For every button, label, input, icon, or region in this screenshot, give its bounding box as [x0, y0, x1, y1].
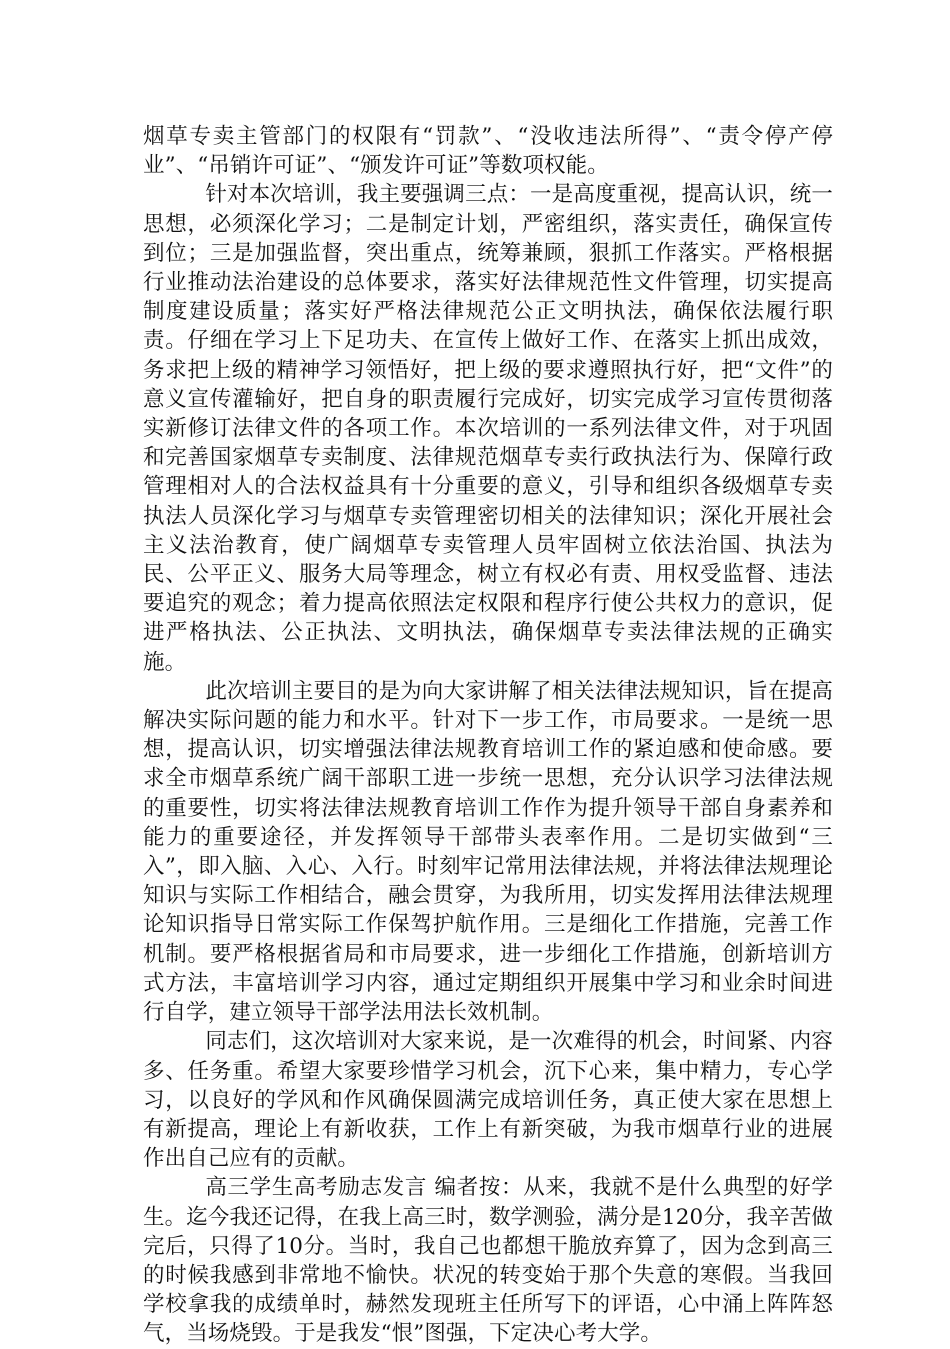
document-body	[143, 122, 833, 1349]
paragraph-5: 高三学生高考励志发言 编者按：从来，我就不是什么典型的好学生。迄今我还记得，在我上高三时，数学测验，满分是120分，我辛苦做完后，只得了10分。当时，我自己也都想干脆放弃算了，因为念到高三的时候我感到非常地不愉快。状况的转变始于那个失意的寒假。当我回学校拿我的成绩单时，赫然发现班主任所写下的评语，心中涌上阵阵怒气，当场烧毁。于是我发“恨”图强，下定决心考大学。	[143, 1175, 833, 1347]
paragraph-1: 烟草专卖主管部门的权限有“罚款”、“没收违法所得”、“责令停产停业”、“吊销许可证”、“颁发许可证”等数项权能。	[143, 124, 833, 179]
paragraph-2: 针对本次培训，我主要强调三点：一是高度重视，提高认识，统一思想，必须深化学习；二是制定计划，严密组织，落实责任，确保宣传到位；三是加强监督，突出重点，统筹兼顾，狠抓工作落实。严格根据行业推动法治建设的总体要求，落实好法律规范性文件管理，切实提高制度建设质量；落实好严格法律规范公正文明执法，确保依法履行职责。仔细在学习上下足功夫、在宣传上做好工作、在落实上抓出成效，务求把上级的精神学习领悟好，把上级的要求遵照执行好，把“文件”的意义宣传灌输好，把自身的职责履行完成好，切实完成学习宣传贯彻落实新修订法律文件的各项工作。本次培训的一系列法律文件，对于巩固和完善国家烟草专卖制度、法律规范烟草专卖行政执法行为、保障行政管理相对人的合法权益具有十分重要的意义，引导和组织各级烟草专卖执法人员深化学习与烟草专卖管理密切相关的法律知识；深化开展社会主义法治教育，使广阔烟草专卖管理人员牢固树立依法治国、执法为民、公平正义、服务大局等理念，树立有权必有责、用权受监督、违法要追究的观念；着力提高依照法定权限和程序行使公共权力的意识，促进严格执法、公正执法、文明执法，确保烟草专卖法律法规的正确实施。	[143, 182, 833, 675]
paragraph-3: 此次培训主要目的是为向大家讲解了相关法律法规知识，旨在提高解决实际问题的能力和水平。针对下一步工作，市局要求。一是统一思想，提高认识，切实增强法律法规教育培训工作的紧迫感和使命感。要求全市烟草系统广阔干部职工进一步统一思想，充分认识学习法律法规的重要性，切实将法律法规教育培训工作作为提升领导干部自身素养和能力的重要途径，并发挥领导干部带头表率作用。二是切实做到“三入”，即入脑、入心、入行。时刻牢记常用法律法规，并将法律法规理论知识与实际工作相结合，融会贯穿，为我所用，切实发挥用法律法规理论知识指导日常实际工作保驾护航作用。三是细化工作措施，完善工作机制。要严格根据省局和市局要求，进一步细化工作措施，创新培训方式方法，丰富培训学习内容，通过定期组织开展集中学习和业余时间进行自学，建立领导干部学法用法长效机制。	[143, 678, 833, 1026]
paragraph-4: 同志们，这次培训对大家来说，是一次难得的机会，时间紧、内容多、任务重。希望大家要珍惜学习机会，沉下心来，集中精力，专心学习，以良好的学风和作风确保圆满完成培训任务，真正使大家在思想上有新提高，理论上有新收获，工作上有新突破，为我市烟草行业的进展作出自己应有的贡献。	[143, 1029, 833, 1172]
